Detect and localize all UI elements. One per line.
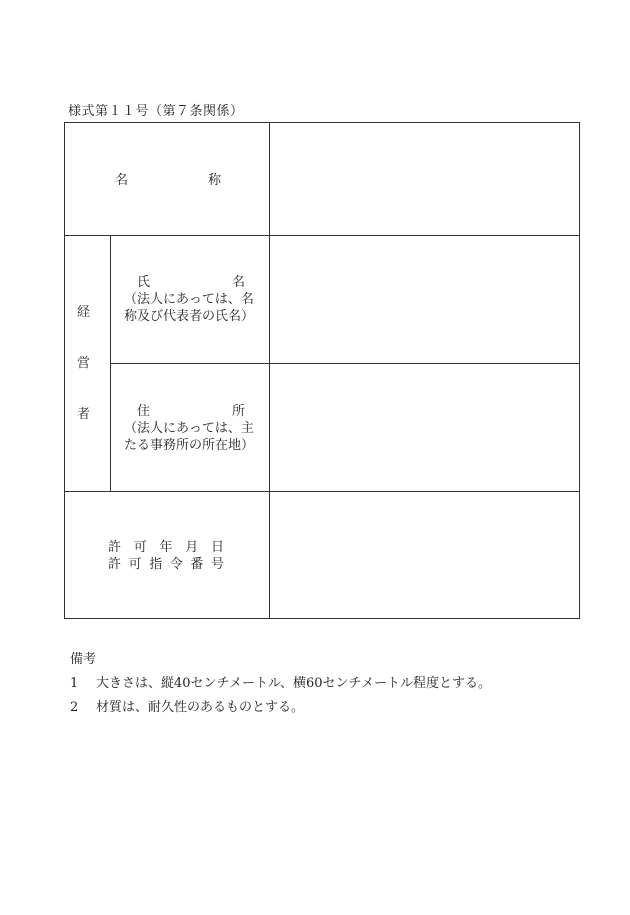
note-number: 1 xyxy=(70,676,79,691)
operator-label-3: 者 xyxy=(77,407,91,422)
permit-date-label: 許 可 年 月 日 xyxy=(108,540,224,555)
note-text: 材質は、耐久性のあるものとする。 xyxy=(96,700,305,715)
note-item xyxy=(70,696,304,715)
operator-label-1: 経 xyxy=(77,305,91,320)
address-note-1: （法人にあっては、主 xyxy=(124,421,254,436)
note-item xyxy=(70,672,491,691)
owner-name-note-1: （法人にあっては、名 xyxy=(124,292,254,307)
sub-column-divider xyxy=(110,236,111,492)
row-divider xyxy=(65,235,579,236)
form-title: 様式第１１号（第７条関係） xyxy=(68,104,244,119)
note-number: 2 xyxy=(70,700,79,715)
address-label: 住 所 xyxy=(137,404,245,419)
owner-name-note-2: 称及び代表者の氏名） xyxy=(124,309,255,324)
permit-number-label: 許 可 指 令 番 号 xyxy=(108,557,224,572)
notes-title: 備考 xyxy=(70,652,97,667)
name-label: 名 称 xyxy=(115,173,221,188)
row-divider xyxy=(65,491,579,492)
owner-name-label: 氏 名 xyxy=(137,275,245,290)
signboard-form-table xyxy=(64,122,580,619)
address-note-2: たる事務所の所在地） xyxy=(124,438,255,453)
row-divider xyxy=(110,363,579,364)
note-text: 大きさは、縦40センチメートル、横60センチメートル程度とする。 xyxy=(96,676,492,691)
operator-label-2: 営 xyxy=(77,356,91,371)
column-divider xyxy=(269,123,270,618)
